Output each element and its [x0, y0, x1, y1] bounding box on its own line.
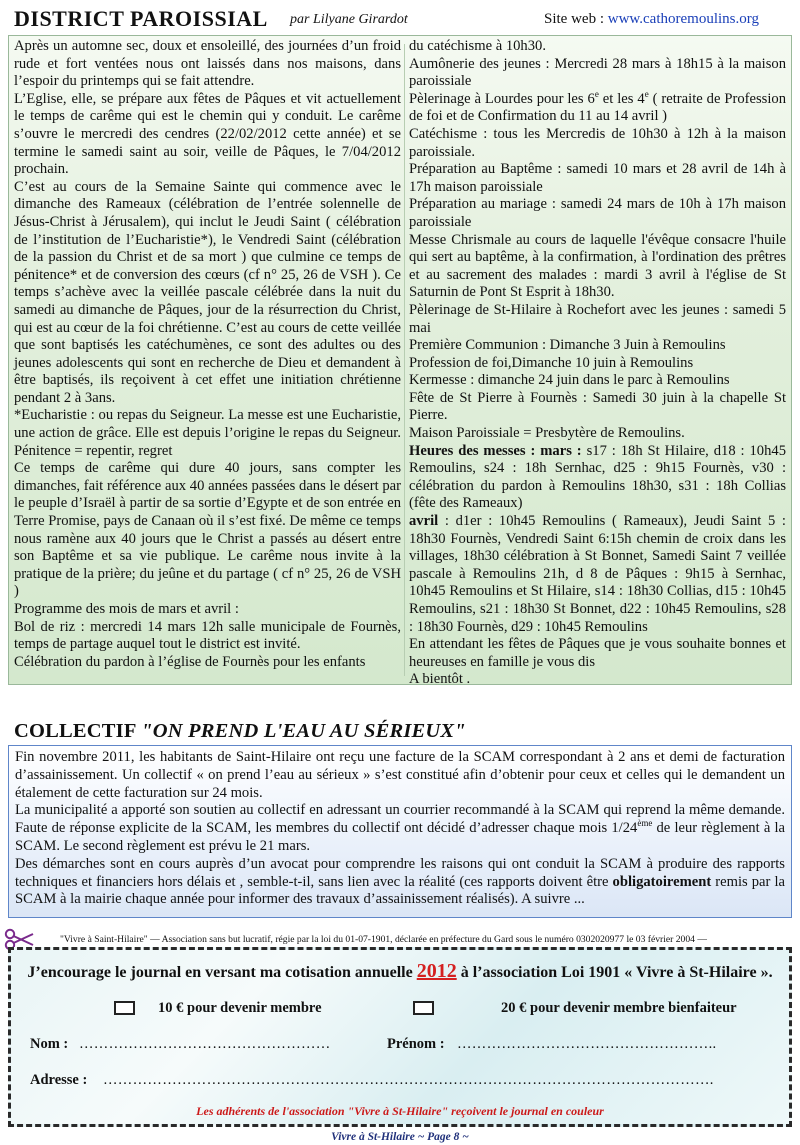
paragraph: Maison Paroissiale = Presbytère de Remoulins.	[409, 425, 685, 442]
page-footer: Vivre à St-Hilaire ~ Page 8 ~	[331, 1131, 469, 1143]
website-prefix: Site web :	[544, 11, 608, 27]
column-divider	[404, 44, 405, 676]
benefactor-checkbox[interactable]	[413, 1001, 434, 1015]
page-header	[8, 6, 792, 30]
paragraph: C’est au cours de la Semaine Sainte qui commence avec le dimanche des Rameaux (célébration de l’entrée solennelle de Jésus-Christ à Jérusalem), qui inclut le Jeudi Saint ( célébration de l’institution de l’Eucharistie*), le Vendredi Saint (célébration de la passion du Christ et de sa mort ) que culmine ce temps de pénitence* et de conversion des cœurs (cf n° 25, 26 de VSH ). Ce temps s’achève avec la veillée pascale célébrée dans la nuit du samedi au dimanche de Pâques, jour de la résurrection du Christ, qui est au cœur de la foi chrétienne. C’est au cours de cette veillée que sont baptisés les catéchumènes, ce sont des adultes ou des jeunes adolescents qui sont en recherche de Dieu et demandent à être baptisés, ils reçoivent à cet effet une initiation chrétienne pendant 2 à 3ans.	[14, 178, 401, 406]
member-checkbox[interactable]	[114, 1001, 135, 1015]
paragraph: Messe Chrismale au cours de laquelle l'évêque consacre l'huile qui sert au baptême, à la confirmation, à l'ordination des prêtres et au sacrement des malades : mardi 3 avril à l'église de St Saturnin de Pont St Esprit à 18h30.	[409, 231, 786, 301]
collectif-title: COLLECTIF "ON PREND L'EAU AU SÉRIEUX"	[14, 720, 466, 742]
paragraph: Fin novembre 2011, les habitants de Saint-Hilaire ont reçu une facture de la SCAM correspondant à 2 ans et demi de facturation d’assainissement. Un collectif « on prend l’eau au sérieux » s’est constitué afin d’obtenir pour ceux et celles qui le demandent un étalement de cette facturation sur 24 mois.	[15, 749, 785, 801]
paragraph: En attendant les fêtes de Pâques que je vous souhaite bonnes et heureuses en famille je vous dis	[409, 636, 786, 670]
form-year: 2012	[416, 960, 457, 982]
adresse-label: Adresse :	[30, 1072, 88, 1088]
paragraph: Bol de riz : mercredi 14 mars 12h salle municipale de Fournès, temps de partage auquel tout le district est invité.	[14, 618, 401, 653]
author-byline: par Lilyane Girardot	[290, 12, 408, 27]
paragraph: du catéchisme à 10h30.	[409, 38, 546, 54]
paragraph: Célébration du pardon à l’église de Fournès pour les enfants	[14, 653, 366, 670]
membership-form	[8, 947, 792, 1127]
mass-schedule-april: avril : d1er : 10h45 Remoulins ( Rameaux), Jeudi Saint 5 : 18h30 Fournès, Vendredi Saint 6:15h chemin de croix dans les villages, 18h30 célébration à St Bonnet, Samedi Saint 7 veillée pascale à Remoulins 21h, d 8 de Pâques : 9h15 à Sernhac, 10h45 Remoulins et St Hilaire, s14 : 18h30 Collias, d15 : 10h45 Remoulins, s21 : 18h30 St Bonnet, d22 : 10h45 Remoulins, s28 : 18h30 Fournès, d29 : 10h45 Remoulins	[409, 513, 786, 635]
paragraph: Préparation au mariage : samedi 24 mars de 10h à 17h maison paroissiale	[409, 196, 786, 230]
paragraph: Des démarches sont en cours auprès d’un avocat pour comprendre les raisons qui ont conduit la SCAM à produire des rapports techniques et financiers hors délais et , semble-t-il, sans lien avec la réalité (ces rapports doivent être obligatoirement remis par la SCAM à la mairie chaque année pour informer des travaux d’assainissement réalisés). A suivre ...	[15, 855, 785, 908]
paragraph: Aumônerie des jeunes : Mercredi 28 mars à 18h15 à la maison paroissiale	[409, 55, 786, 90]
adresse-field[interactable]: …………………………………………………………………………………………………………….	[103, 1072, 714, 1088]
paragraph: Pèlerinage à Lourdes pour les 6e et les 4e ( retraite de Profession de foi et de Confirmation du 11 au 14 avril )	[409, 88, 786, 125]
paragraph: A bientôt .	[409, 671, 471, 688]
parish-article-panel	[8, 35, 792, 688]
right-column	[409, 38, 786, 689]
mass-schedule-march: Heures des messes : mars : s17 : 18h St Hilaire, d18 : 10h45 Remoulins, s24 : 18h Sernhac, d25 : 9h15 Fournès, v30 : célébration du pardon à Remoulins 18h30, s31 : 18h Collias (fête des Rameaux)	[409, 442, 786, 512]
prenom-field[interactable]: ……………………………………………..	[457, 1036, 717, 1052]
benefactor-option-label: 20 € pour devenir membre bienfaiteur	[501, 1000, 737, 1016]
paragraph: Profession de foi,Dimanche 10 juin à Remoulins	[409, 354, 694, 371]
paragraph: Après un automne sec, doux et ensoleillé, des journées d’un froid rude et fort ventées nous ont laissés dans nos maisons, dans l’espoir du printemps qui se fait attendre.	[14, 38, 401, 90]
website-link[interactable]: www.cathoremoulins.org	[607, 11, 759, 27]
nom-label: Nom :	[30, 1036, 69, 1052]
paragraph: Kermesse : dimanche 24 juin dans le parc à Remoulins	[409, 372, 730, 389]
paragraph: Première Communion : Dimanche 3 Juin à Remoulins	[409, 337, 726, 354]
paragraph: Programme des mois de mars et avril :	[14, 601, 239, 617]
paragraph: *Eucharistie : ou repas du Seigneur. La messe est une Eucharistie, une action de grâce. Elle est depuis l’origine le repas du Seigneur. Pénitence = repentir, regret	[14, 407, 401, 459]
paragraph: Ce temps de carême qui dure 40 jours, sans compter les dimanches, fait référence aux 40 années passées dans le désert par le peuple d’Israël à partir de sa sortie d’Egypte et de son entrée en Terre Promise, pays de Canaan où il s’est fixé. De même ce temps nous ramène aux 40 jours que le Christ a passés au désert entre son Baptême et sa vie publique. Le carême nous invite à la pratique de la prière; du jeûne et du partage ( cf n° 25, 26 de VSH )	[14, 460, 401, 600]
collectif-panel	[8, 745, 792, 918]
left-column	[14, 38, 401, 671]
prenom-label: Prénom :	[387, 1036, 445, 1052]
nom-field[interactable]: ……………………………………………	[79, 1036, 331, 1052]
section-title: DISTRICT PAROISSIAL	[14, 6, 268, 31]
paragraph: L’Eglise, elle, se prépare aux fêtes de Pâques et vit actuellement le temps de carême qui est le chemin qui y conduit. Le carême s’ouvre le mercredi des cendres (22/02/2012 cette année) et se termine le samedi saint au soir, veille de Pâques, le 7/04/2012 prochain.	[14, 90, 401, 178]
paragraph: Catéchisme : tous les Mercredis de 10h30 à 12h à la maison paroissiale.	[409, 125, 786, 160]
paragraph: Fête de St Pierre à Fournès : Samedi 30 juin à la chapelle St Pierre.	[409, 389, 786, 424]
member-option-label: 10 € pour devenir membre	[158, 1000, 322, 1016]
paragraph: Pèlerinage de St-Hilaire à Rochefort avec les jeunes : samedi 5 mai	[409, 301, 786, 336]
form-footer-note: Les adhérents de l'association "Vivre à St-Hilaire" reçoivent le journal en couleur	[196, 1104, 604, 1118]
form-headline: J’encourage le journal en versant ma cotisation annuelle 2012 à l’association Loi 1901 « Vivre à St-Hilaire ».	[27, 960, 773, 982]
website-line	[544, 11, 759, 28]
association-legal-note: "Vivre à Saint-Hilaire" — Association sans but lucratif, régie par la loi du 01-07-1901, déclarée en préfecture du Gard sous le numéro 0302020977 le 03 février 2004 —	[60, 934, 707, 945]
paragraph: Préparation au Baptême : samedi 10 mars et 28 avril de 14h à 17h maison paroissiale	[409, 161, 786, 195]
collectif-text	[15, 749, 785, 909]
paragraph: La municipalité a apporté son soutien au collectif en adressant un courrier recommandé à la SCAM qui reprend la même demande. Faute de réponse explicite de la SCAM, les membres du collectif ont décidé d’adresser chaque mois 1/24ème de leur règlement à la SCAM. Le second règlement est prévu le 21 mars.	[15, 802, 785, 854]
